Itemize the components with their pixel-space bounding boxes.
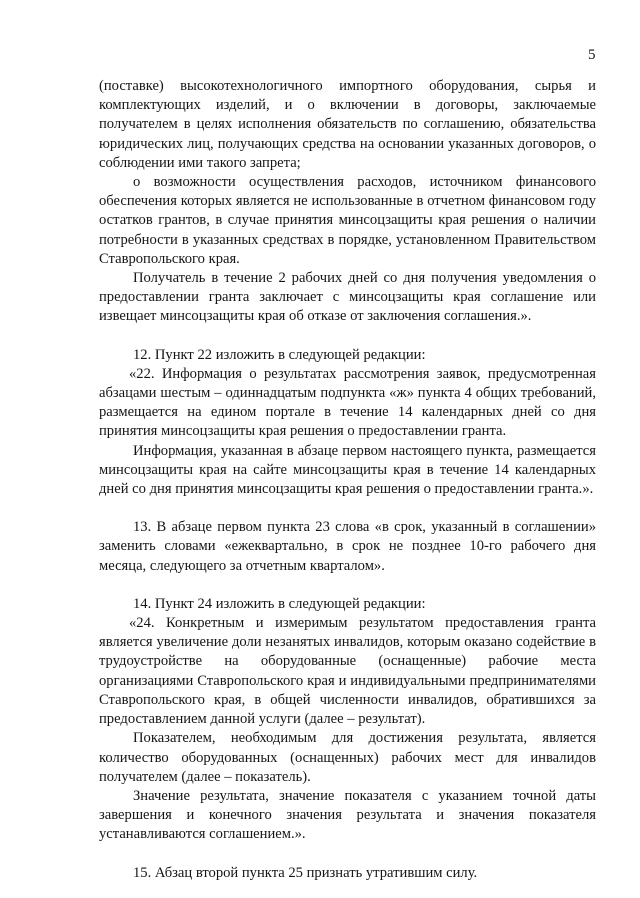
paragraph-item-15: 15. Абзац второй пункта 25 признать утратившим силу. bbox=[133, 864, 478, 881]
paragraph-remaining-funds: о возможности осуществления расходов, источником финансового обеспечения которых является не использованные в отчетном финансовом году остатков грантов, в случае принятия минсоцзащиты края решения о наличии потребности в указанных средствах в порядке, установленном Правительством Ставропольского края. bbox=[99, 174, 596, 267]
paragraph-item-24-indicator: Показателем, необходимым для достижения результата, является количество оборудованных (оснащенных) рабочих мест для инвалидов получателем (далее – показатель). bbox=[99, 730, 596, 785]
paragraph-agreement-notice: Получатель в течение 2 рабочих дней со дня получения уведомления о предоставлении гранта заключает с минсоцзащиты края соглашение или извещает минсоцзащиты края об отказе от заключения соглашения.». bbox=[99, 270, 596, 325]
document-body bbox=[99, 77, 596, 883]
paragraph-item-22-website: Информация, указанная в абзаце первом настоящего пункта, размещается минсоцзащиты края на сайте минсоцзащиты края в течение 14 календарных дней со дня принятия минсоцзащиты края решения о предоставлении гранта.». bbox=[99, 442, 596, 498]
spacer bbox=[99, 845, 596, 864]
spacer bbox=[99, 576, 596, 595]
spacer bbox=[99, 499, 596, 518]
paragraph-item-12-heading: 12. Пункт 22 изложить в следующей редакции: bbox=[133, 346, 426, 363]
paragraph-prohibition-clause: (поставке) высокотехнологичного импортного оборудования, сырья и комплектующих изделий, и о включении в договоры, заключаемые получателем в целях исполнения обязательств по соглашению, обязательства юридических лиц, получающих средства на основании указанных договоров, о соблюдении ими такого запрета; bbox=[99, 78, 596, 171]
paragraph-item-24-result: «24. Конкретным и измеримым результатом предоставления гранта является увеличение доли незанятых инвалидов, которым оказано содействие в трудоустройстве на оборудованные (оснащенные) рабочие места организациями Ставропольского края и индивидуальными предпринимателями Ставропольского края, в общей численности инвалидов, обратившихся за предоставлением данной услуги (далее – результат). bbox=[99, 615, 596, 728]
paragraph-item-13: 13. В абзаце первом пункта 23 слова «в срок, указанный в соглашении» заменить словами «ежеквартально, в срок не позднее 10-го рабочего дня месяца, следующего за отчетным кварталом». bbox=[99, 519, 596, 574]
paragraph-item-14-heading: 14. Пункт 24 изложить в следующей редакции: bbox=[133, 595, 426, 612]
paragraph-item-24-values: Значение результата, значение показателя с указанием точной даты завершения и конечного значения результата и значения показателя устанавливаются соглашением.». bbox=[99, 787, 596, 843]
spacer bbox=[99, 327, 596, 346]
page-number: 5 bbox=[588, 47, 596, 63]
paragraph-item-22-text: «22. Информация о результатах рассмотрения заявок, предусмотренная абзацами шестым – одиннадцатым подпункта «ж» пункта 4 общих требований, размещается на едином портале в течение 14 календарных дней со дня принятия минсоцзащиты края решения о предоставлении гранта. bbox=[99, 365, 596, 440]
